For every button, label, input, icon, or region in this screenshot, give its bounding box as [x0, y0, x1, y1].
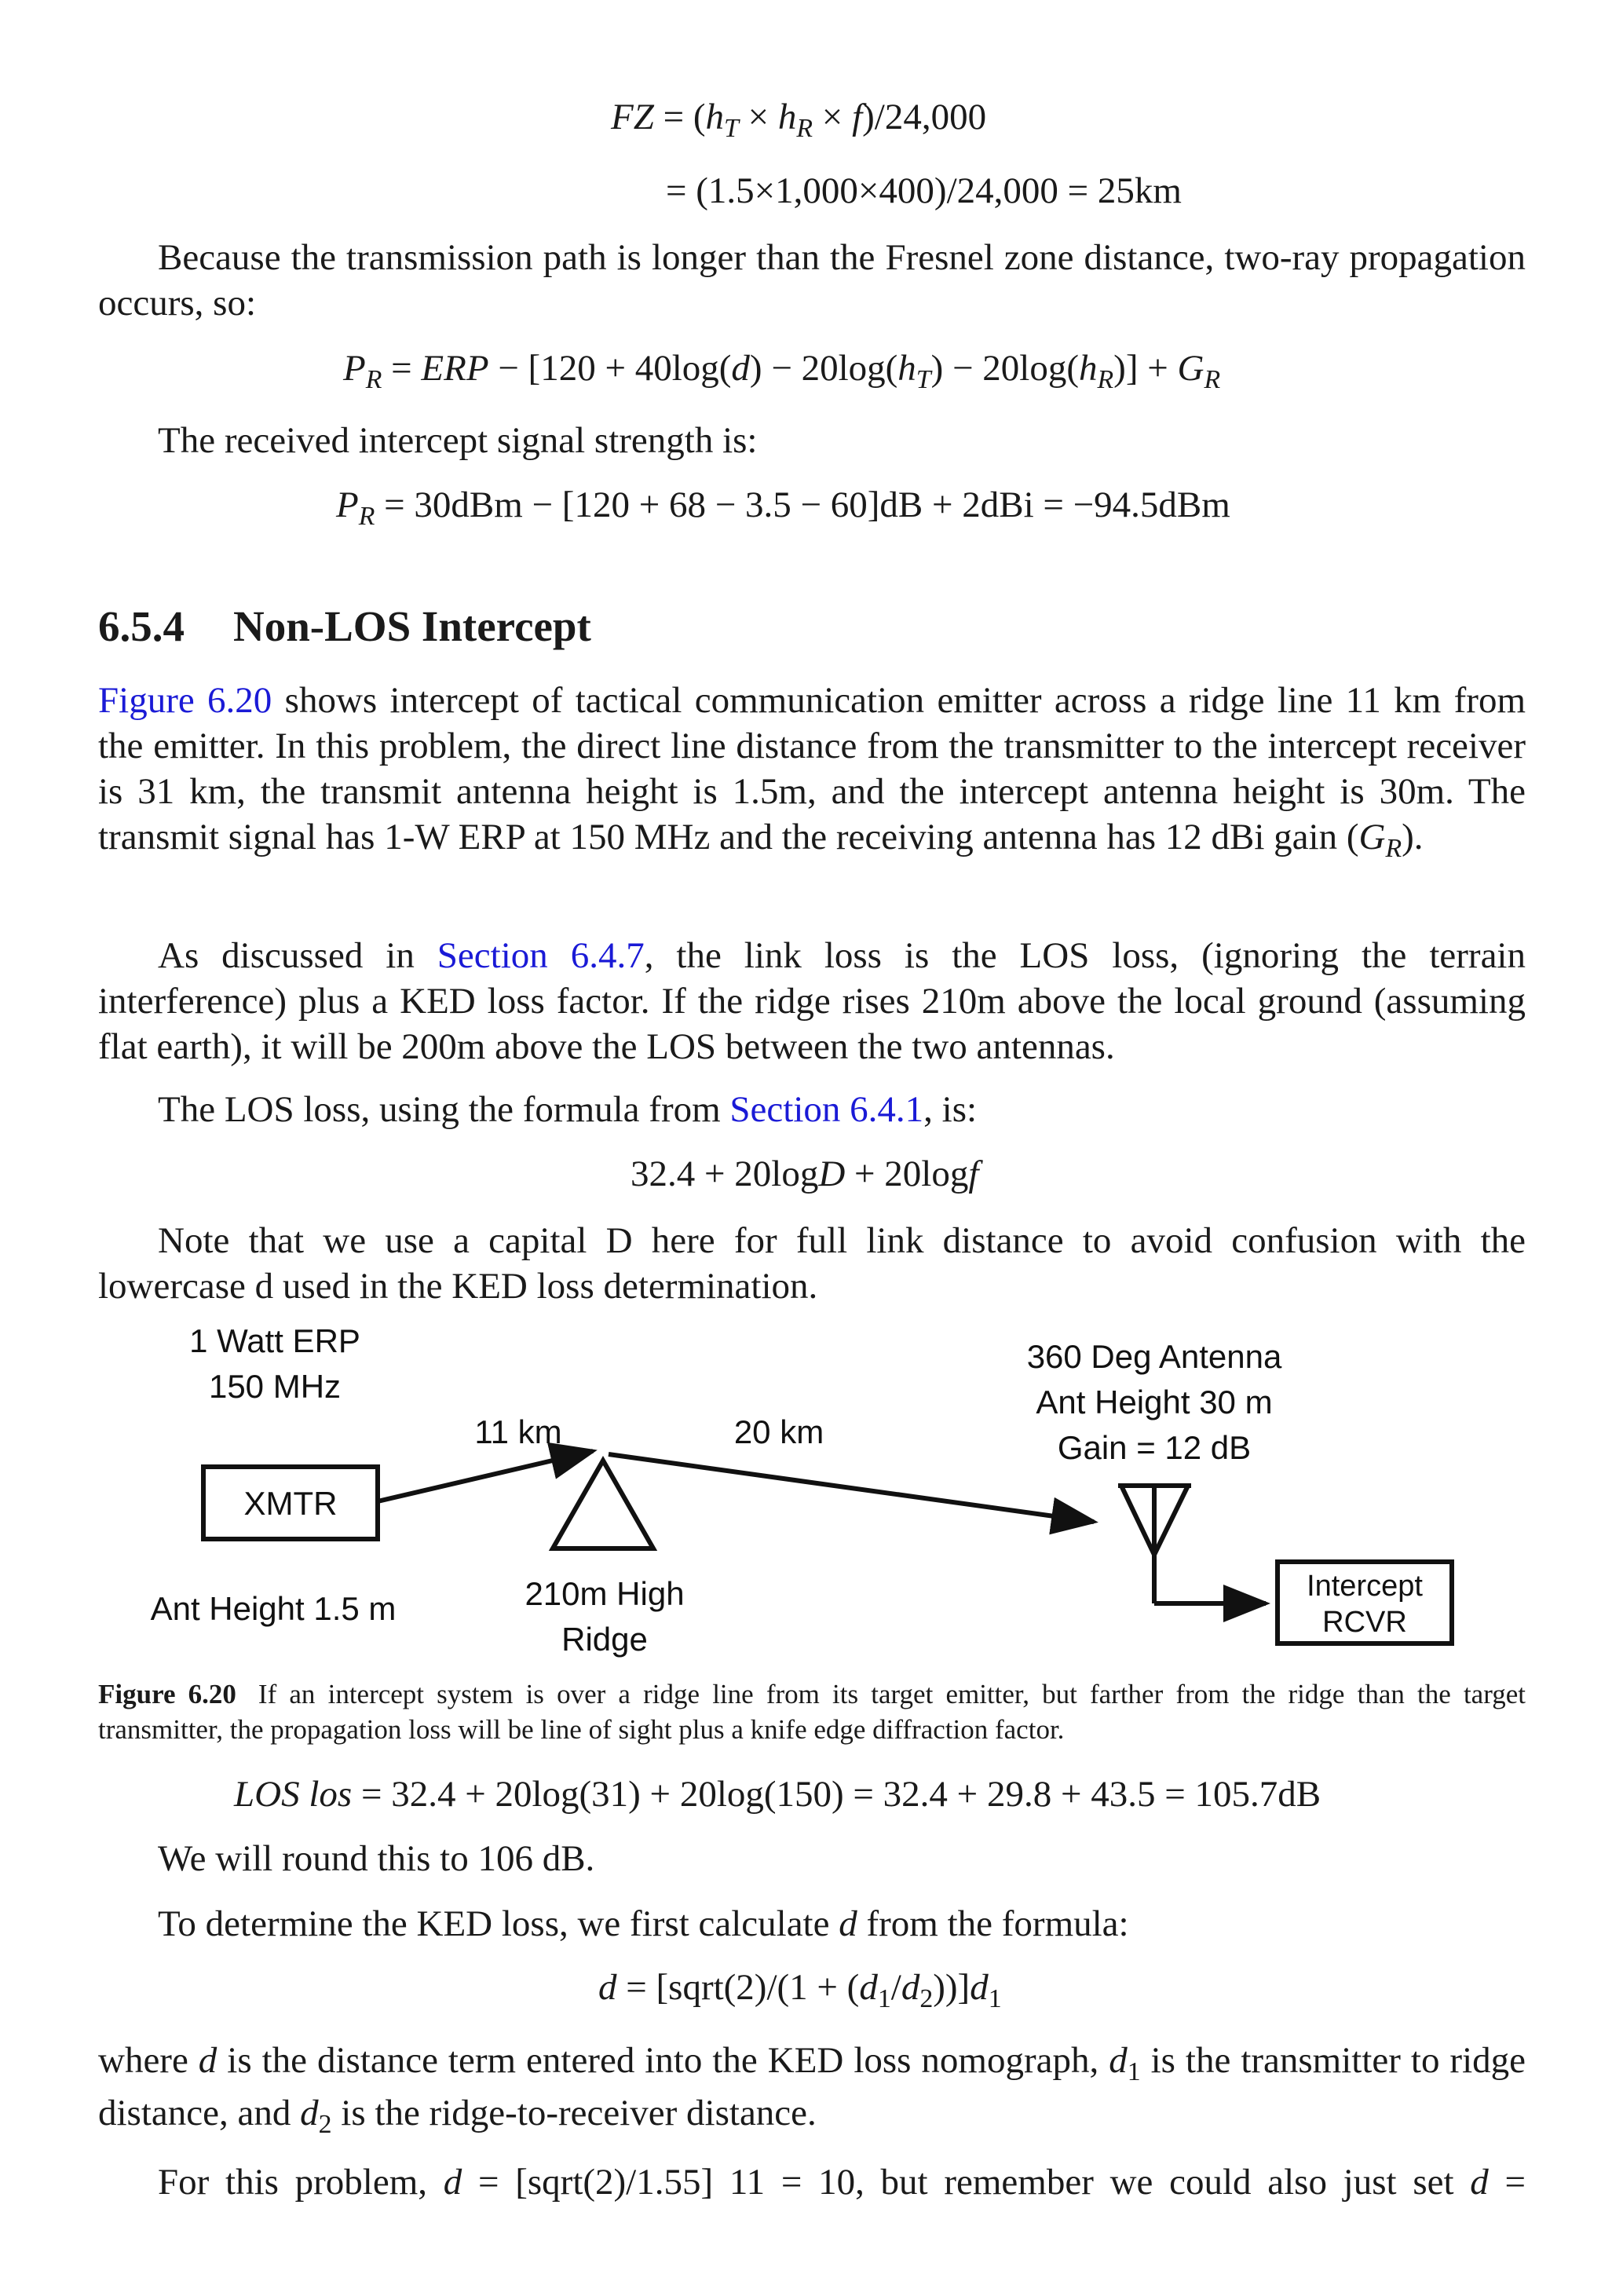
xmtr-label: XMTR — [243, 1485, 338, 1522]
paragraph-where: where d is the distance term entered into the KED loss nomograph, $d_1$ is the transmitter to ridge distance, and $d_2$ is the ridge-to-receiver distance. — [98, 2040, 1526, 2140]
section-heading — [98, 600, 591, 653]
antenna-height-label: Ant Height 30 m — [1036, 1384, 1273, 1420]
pr-equation: $P_R$ = ERP − $[120 + 40\log(d) - 20\log(h_T) - 20\log(h_R)] + G_R$ — [343, 348, 1221, 395]
los-calculation: LOS los = 32.4 + 20log(31) + 20log(150) = 32.4 + 29.8 + 43.5 = 105.7dB — [234, 1774, 1321, 1815]
antenna-gain-label: Gain = 12 dB — [1057, 1429, 1252, 1466]
paragraph-figure-reference: Figure 6.20 shows intercept of tactical communication emitter across a ridge line 11 km from the emitter. In this problem, the direct line distance from the transmitter to the intercept receiver is 31 km, the transmit antenna height is 1.5m, and the intercept antenna height is 30m. The transmit signal has 1-W ERP at 150 MHz and the receiving antenna has 12 dBi gain $(G_R)$. — [98, 680, 1526, 864]
paragraph-problem: For this problem, d = [sqrt(2)/1.55] 11 = 10, but remember we could also just set d = — [158, 2162, 1526, 2203]
section-6-4-1-link[interactable]: Section 6.4.1 — [729, 1089, 924, 1130]
paragraph-discussed: As discussed in Section 6.4.7, the link loss is the LOS loss, (ignoring the terrain interference) plus a KED loss factor. If the ridge rises 210m above the local ground (assuming flat earth), it will be 200m above the LOS between the two antennas. — [98, 935, 1526, 1067]
ridge-height-label: 210m High — [525, 1575, 685, 1612]
rcvr-label: RCVR — [1322, 1606, 1407, 1639]
los-formula: 32.4 + 20logD + 20logf — [631, 1153, 979, 1194]
caption-label: Figure 6.20 — [98, 1679, 236, 1709]
figure-6-20-link[interactable]: Figure 6.20 — [98, 680, 272, 721]
tx-ant-height-label: Ant Height 1.5 m — [150, 1590, 397, 1627]
paragraph-round: We will round this to 106 dB. — [158, 1838, 595, 1879]
paragraph-received: The received intercept signal strength is: — [158, 420, 758, 461]
paragraph-los-formula: The LOS loss, using the formula from Section 6.4.1, is: — [158, 1089, 978, 1130]
antenna-type-label: 360 Deg Antenna — [1026, 1338, 1282, 1375]
ridge-label: Ridge — [561, 1621, 648, 1658]
erp-label: 1 Watt ERP — [189, 1322, 360, 1359]
fz-equation-line1: FZ = $(h_T \times h_R \times f)/24,000$ — [611, 97, 987, 144]
rcvr-intercept-label: Intercept — [1307, 1570, 1423, 1603]
path-20km-arrow — [609, 1454, 1094, 1522]
distance-20km-label: 20 km — [733, 1413, 824, 1450]
figure-caption — [98, 1676, 1526, 1747]
section-number: 6.5.4 — [98, 602, 185, 650]
ridge-triangle-icon — [553, 1461, 653, 1548]
path-11km-arrow — [378, 1451, 593, 1501]
pr-value-equation: $P_R = 30dBm - [120 + 68 - 3.5 - 60]dB + 2dBi = -94.5dBm$ — [336, 484, 1230, 532]
paragraph-note: Note that we use a capital D here for full link distance to avoid confusion with the lowercase d used in the KED loss determination. — [98, 1220, 1526, 1307]
receive-antenna-icon — [1118, 1486, 1266, 1603]
d-formula: d = [sqrt(2)/(1 + $(d_1/d_2))]d_1$ — [598, 1967, 1002, 2014]
distance-11km-label: 11 km — [474, 1413, 562, 1450]
paragraph-ked: To determine the KED loss, we first calculate d from the formula: — [158, 1903, 1129, 1944]
section-6-4-7-link[interactable]: Section 6.4.7 — [437, 935, 645, 976]
section-title: Non-LOS Intercept — [233, 602, 591, 650]
figure-6-20-diagram — [0, 1319, 1623, 1673]
frequency-label: 150 MHz — [208, 1368, 342, 1405]
paragraph-two-ray: Because the transmission path is longer than the Fresnel zone distance, two-ray propagation occurs, so: — [98, 237, 1526, 324]
fz-equation-line2: = (1.5×1,000×400)/24,000 = 25km — [666, 170, 1182, 211]
caption-text: If an intercept system is over a ridge line from its target emitter, but farther from the ridge than the target transmitter, the propagation loss will be line of sight plus a knife edge diffraction factor. — [98, 1679, 1526, 1745]
